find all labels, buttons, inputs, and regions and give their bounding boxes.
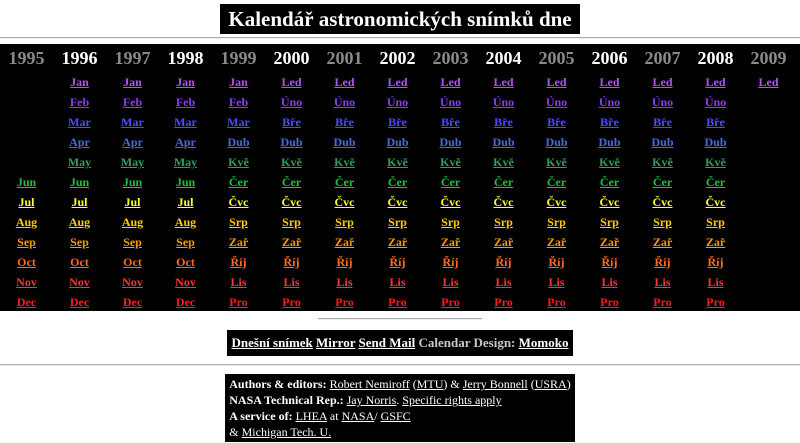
- month-link[interactable]: Kvě: [705, 155, 726, 169]
- month-link[interactable]: Pro: [388, 295, 407, 309]
- month-link[interactable]: Lis: [707, 275, 724, 289]
- month-link[interactable]: Čvc: [599, 195, 620, 209]
- month-link[interactable]: Dub: [651, 135, 674, 149]
- service-line: A service of: LHEA at NASA/ GSFC: [229, 409, 411, 423]
- month-link[interactable]: Dub: [386, 135, 409, 149]
- rep-link[interactable]: Jay Norris: [346, 393, 397, 407]
- month-link[interactable]: Čer: [228, 175, 249, 189]
- month-link[interactable]: Led: [334, 75, 355, 89]
- top-divider: [0, 37, 800, 39]
- month-link[interactable]: Jan: [176, 75, 195, 89]
- year-heading: 2005: [538, 48, 575, 68]
- month-link[interactable]: Oct: [123, 255, 142, 269]
- month-link[interactable]: Pro: [441, 295, 460, 309]
- empty-month-slot: [0, 92, 53, 112]
- month-link[interactable]: Zař: [652, 235, 673, 249]
- lhea-link[interactable]: LHEA: [295, 409, 327, 423]
- month-link[interactable]: Jul: [177, 195, 194, 209]
- month-link[interactable]: Pro: [706, 295, 725, 309]
- month-link[interactable]: Mar: [121, 115, 144, 129]
- month-link[interactable]: Led: [652, 75, 673, 89]
- month-link[interactable]: Apr: [122, 135, 143, 149]
- month-link[interactable]: Jan: [229, 75, 248, 89]
- month-link[interactable]: Čer: [440, 175, 461, 189]
- send-mail-link[interactable]: Send Mail: [358, 335, 416, 350]
- month-link[interactable]: Čvc: [228, 195, 249, 209]
- year-heading: 2003: [432, 48, 469, 68]
- month-link[interactable]: Lis: [495, 275, 512, 289]
- month-link[interactable]: Úno: [704, 95, 727, 109]
- year-heading: 2006: [591, 48, 628, 68]
- mirror-link[interactable]: Mirror: [316, 335, 356, 350]
- mtu-link[interactable]: MTU: [416, 377, 444, 391]
- month-link[interactable]: Zař: [546, 235, 567, 249]
- month-link[interactable]: Sep: [17, 235, 36, 249]
- month-link[interactable]: Bře: [282, 115, 301, 129]
- month-link[interactable]: Zař: [281, 235, 302, 249]
- mtu-line: & Michigan Tech. U.: [229, 425, 332, 439]
- month-link[interactable]: Lis: [548, 275, 565, 289]
- month-link[interactable]: Lis: [442, 275, 459, 289]
- month-link[interactable]: Srp: [388, 215, 407, 229]
- month-link[interactable]: Kvě: [228, 155, 249, 169]
- month-link[interactable]: Čer: [334, 175, 355, 189]
- year-column-2006: [583, 44, 636, 312]
- month-link[interactable]: Srp: [547, 215, 566, 229]
- month-link[interactable]: Zař: [334, 235, 355, 249]
- year-column-2002: [371, 44, 424, 312]
- month-link[interactable]: Jul: [18, 195, 35, 209]
- month-link[interactable]: Srp: [653, 215, 672, 229]
- month-link[interactable]: Čer: [546, 175, 567, 189]
- month-link[interactable]: Dub: [333, 135, 356, 149]
- month-link[interactable]: Dec: [16, 295, 37, 309]
- month-link[interactable]: Říj: [548, 255, 565, 269]
- year-heading: 2001: [326, 48, 363, 68]
- year-heading: 2000: [273, 48, 310, 68]
- month-link[interactable]: Apr: [69, 135, 90, 149]
- month-link[interactable]: Říj: [336, 255, 353, 269]
- month-link[interactable]: Zař: [705, 235, 726, 249]
- year-heading: 2009: [750, 48, 787, 68]
- month-link[interactable]: Jun: [16, 175, 37, 189]
- nav-links-bar: [227, 330, 574, 356]
- month-link[interactable]: Úno: [333, 95, 356, 109]
- year-column-2001: [318, 44, 371, 312]
- month-link[interactable]: Jul: [71, 195, 88, 209]
- month-link[interactable]: Aug: [174, 215, 197, 229]
- month-link[interactable]: Srp: [441, 215, 460, 229]
- month-link[interactable]: Zař: [599, 235, 620, 249]
- empty-month-slot: [0, 132, 53, 152]
- month-link[interactable]: Oct: [176, 255, 195, 269]
- month-link[interactable]: Nov: [16, 275, 37, 289]
- month-link[interactable]: Led: [493, 75, 514, 89]
- service-label: A service of:: [229, 409, 293, 423]
- month-link[interactable]: Dub: [227, 135, 250, 149]
- year-column-2003: [424, 44, 477, 312]
- authors-label: Authors & editors:: [229, 377, 327, 391]
- month-link[interactable]: Led: [705, 75, 726, 89]
- month-link[interactable]: Kvě: [334, 155, 355, 169]
- author-nemiroff-link[interactable]: Robert Nemiroff: [329, 377, 410, 391]
- year-column-2000: [265, 44, 318, 312]
- author-bonnell-link[interactable]: Jerry Bonnell: [462, 377, 528, 391]
- month-link[interactable]: Říj: [283, 255, 300, 269]
- year-heading: 2007: [644, 48, 681, 68]
- month-link[interactable]: Lis: [283, 275, 300, 289]
- month-link[interactable]: Říj: [389, 255, 406, 269]
- authors-line: Authors & editors: Robert Nemiroff (MTU) & Jerry Bonnell (USRA): [229, 377, 571, 391]
- month-link[interactable]: Pro: [282, 295, 301, 309]
- month-link[interactable]: Oct: [17, 255, 36, 269]
- year-column-2009: [742, 44, 795, 92]
- month-link[interactable]: Říj: [230, 255, 247, 269]
- year-heading: 1998: [167, 48, 204, 68]
- month-link[interactable]: Čvc: [281, 195, 302, 209]
- month-link[interactable]: Led: [281, 75, 302, 89]
- month-link[interactable]: Čer: [387, 175, 408, 189]
- month-link[interactable]: Srp: [600, 215, 619, 229]
- usra-link[interactable]: USRA: [534, 377, 567, 391]
- year-column-1999: [212, 44, 265, 312]
- month-link[interactable]: May: [120, 155, 145, 169]
- month-link[interactable]: Pro: [494, 295, 513, 309]
- month-link[interactable]: Jul: [124, 195, 141, 209]
- designer-link[interactable]: Momoko: [518, 335, 569, 350]
- month-link[interactable]: Kvě: [652, 155, 673, 169]
- month-link[interactable]: Kvě: [546, 155, 567, 169]
- month-link[interactable]: Jun: [69, 175, 90, 189]
- month-link[interactable]: Jun: [122, 175, 143, 189]
- month-link[interactable]: Říj: [495, 255, 512, 269]
- month-link[interactable]: Srp: [494, 215, 513, 229]
- year-heading: 2008: [697, 48, 734, 68]
- month-link[interactable]: Lis: [389, 275, 406, 289]
- month-link[interactable]: Říj: [654, 255, 671, 269]
- gsfc-link[interactable]: GSFC: [380, 409, 411, 423]
- rights-link[interactable]: Specific rights apply: [402, 393, 502, 407]
- month-link[interactable]: Čvc: [705, 195, 726, 209]
- month-link[interactable]: Pro: [547, 295, 566, 309]
- month-link[interactable]: Sep: [176, 235, 195, 249]
- month-link[interactable]: Zař: [387, 235, 408, 249]
- calendar-design-label: Calendar Design:: [418, 335, 516, 350]
- year-column-2005: [530, 44, 583, 312]
- month-link[interactable]: Čvc: [493, 195, 514, 209]
- month-link[interactable]: Bře: [388, 115, 407, 129]
- year-heading: 1996: [61, 48, 98, 68]
- month-link[interactable]: Bře: [706, 115, 725, 129]
- month-link[interactable]: Led: [758, 75, 779, 89]
- month-link[interactable]: Dub: [492, 135, 515, 149]
- michigan-tech-link[interactable]: Michigan Tech. U.: [241, 425, 332, 439]
- month-link[interactable]: Pro: [335, 295, 354, 309]
- month-link[interactable]: Úno: [651, 95, 674, 109]
- month-link[interactable]: Feb: [228, 95, 249, 109]
- month-link[interactable]: Bře: [547, 115, 566, 129]
- month-link[interactable]: Pro: [229, 295, 248, 309]
- month-link[interactable]: Zař: [493, 235, 514, 249]
- month-link[interactable]: Srp: [706, 215, 725, 229]
- empty-month-slot: [0, 72, 53, 92]
- month-link[interactable]: Oct: [70, 255, 89, 269]
- month-link[interactable]: Čvc: [440, 195, 461, 209]
- month-link[interactable]: Čer: [705, 175, 726, 189]
- page-title: Kalendář astronomických snímků dne: [220, 4, 579, 34]
- calendar-grid: [0, 44, 800, 311]
- month-link[interactable]: Zař: [228, 235, 249, 249]
- month-link[interactable]: Zař: [440, 235, 461, 249]
- month-link[interactable]: Bře: [653, 115, 672, 129]
- month-link[interactable]: Bře: [335, 115, 354, 129]
- month-link[interactable]: Čvc: [652, 195, 673, 209]
- empty-month-slot: [0, 112, 53, 132]
- year-heading: 2002: [379, 48, 416, 68]
- month-link[interactable]: Říj: [601, 255, 618, 269]
- month-link[interactable]: Kvě: [281, 155, 302, 169]
- month-link[interactable]: Mar: [68, 115, 91, 129]
- month-link[interactable]: Lis: [654, 275, 671, 289]
- month-link[interactable]: Čer: [599, 175, 620, 189]
- month-link[interactable]: Led: [387, 75, 408, 89]
- bottom-divider: [0, 364, 800, 366]
- credits-box: [225, 374, 574, 442]
- month-link[interactable]: Sep: [123, 235, 142, 249]
- month-link[interactable]: Čvc: [334, 195, 355, 209]
- month-link[interactable]: Led: [440, 75, 461, 89]
- month-link[interactable]: Čer: [652, 175, 673, 189]
- month-link[interactable]: Jun: [175, 175, 196, 189]
- month-link[interactable]: Sep: [70, 235, 89, 249]
- month-link[interactable]: May: [67, 155, 92, 169]
- month-link[interactable]: Lis: [336, 275, 353, 289]
- month-link[interactable]: Bře: [600, 115, 619, 129]
- month-link[interactable]: Dec: [69, 295, 90, 309]
- month-link[interactable]: Mar: [174, 115, 197, 129]
- month-link[interactable]: Úno: [545, 95, 568, 109]
- month-link[interactable]: Lis: [230, 275, 247, 289]
- month-link[interactable]: Feb: [175, 95, 196, 109]
- month-link[interactable]: Apr: [175, 135, 196, 149]
- rep-line: NASA Technical Rep.: Jay Norris. Specific rights apply: [229, 393, 502, 407]
- month-link[interactable]: Úno: [492, 95, 515, 109]
- month-link[interactable]: Kvě: [493, 155, 514, 169]
- today-image-link[interactable]: Dnešní snímek: [231, 335, 313, 350]
- month-link[interactable]: Čvc: [387, 195, 408, 209]
- year-column-1997: [106, 44, 159, 312]
- at-text: at: [329, 409, 339, 423]
- year-heading: 1999: [220, 48, 257, 68]
- year-column-1995: [0, 44, 53, 312]
- month-link[interactable]: Led: [599, 75, 620, 89]
- month-link[interactable]: Úno: [280, 95, 303, 109]
- month-link[interactable]: May: [173, 155, 198, 169]
- and-text: &: [450, 377, 460, 391]
- month-link[interactable]: Kvě: [440, 155, 461, 169]
- month-link[interactable]: Kvě: [387, 155, 408, 169]
- month-link[interactable]: Aug: [15, 215, 38, 229]
- year-heading: 2004: [485, 48, 522, 68]
- year-column-2008: [689, 44, 742, 312]
- month-link[interactable]: Čer: [281, 175, 302, 189]
- month-link[interactable]: Led: [546, 75, 567, 89]
- month-link[interactable]: Čvc: [546, 195, 567, 209]
- month-link[interactable]: Dub: [545, 135, 568, 149]
- month-link[interactable]: Úno: [439, 95, 462, 109]
- year-heading: 1997: [114, 48, 151, 68]
- month-link[interactable]: Dub: [280, 135, 303, 149]
- month-link[interactable]: Dub: [704, 135, 727, 149]
- month-link[interactable]: Kvě: [599, 155, 620, 169]
- short-divider: [318, 318, 482, 320]
- month-link[interactable]: Pro: [653, 295, 672, 309]
- year-column-2004: [477, 44, 530, 312]
- month-link[interactable]: Srp: [335, 215, 354, 229]
- rep-label: NASA Technical Rep.:: [229, 393, 344, 407]
- month-link[interactable]: Úno: [598, 95, 621, 109]
- month-link[interactable]: Mar: [227, 115, 250, 129]
- month-link[interactable]: Jan: [123, 75, 142, 89]
- month-link[interactable]: Bře: [494, 115, 513, 129]
- month-link[interactable]: Pro: [600, 295, 619, 309]
- month-link[interactable]: Jan: [70, 75, 89, 89]
- month-link[interactable]: Čer: [493, 175, 514, 189]
- month-link[interactable]: Srp: [282, 215, 301, 229]
- year-column-1996: [53, 44, 106, 312]
- month-link[interactable]: Aug: [121, 215, 144, 229]
- month-link[interactable]: Feb: [122, 95, 143, 109]
- nasa-link[interactable]: NASA: [341, 409, 375, 423]
- month-link[interactable]: Nov: [175, 275, 196, 289]
- year-column-1998: [159, 44, 212, 312]
- month-link[interactable]: Feb: [69, 95, 90, 109]
- month-link[interactable]: Lis: [601, 275, 618, 289]
- month-link[interactable]: Úno: [386, 95, 409, 109]
- month-link[interactable]: Dec: [175, 295, 196, 309]
- empty-month-slot: [0, 152, 53, 172]
- month-link[interactable]: Říj: [707, 255, 724, 269]
- month-link[interactable]: Bře: [441, 115, 460, 129]
- month-link[interactable]: Dub: [598, 135, 621, 149]
- year-column-2007: [636, 44, 689, 312]
- month-link[interactable]: Nov: [69, 275, 90, 289]
- month-link[interactable]: Aug: [68, 215, 91, 229]
- month-link[interactable]: Říj: [442, 255, 459, 269]
- month-link[interactable]: Srp: [229, 215, 248, 229]
- month-link[interactable]: Dub: [439, 135, 462, 149]
- month-link[interactable]: Dec: [122, 295, 143, 309]
- month-link[interactable]: Nov: [122, 275, 143, 289]
- year-heading: 1995: [8, 48, 45, 68]
